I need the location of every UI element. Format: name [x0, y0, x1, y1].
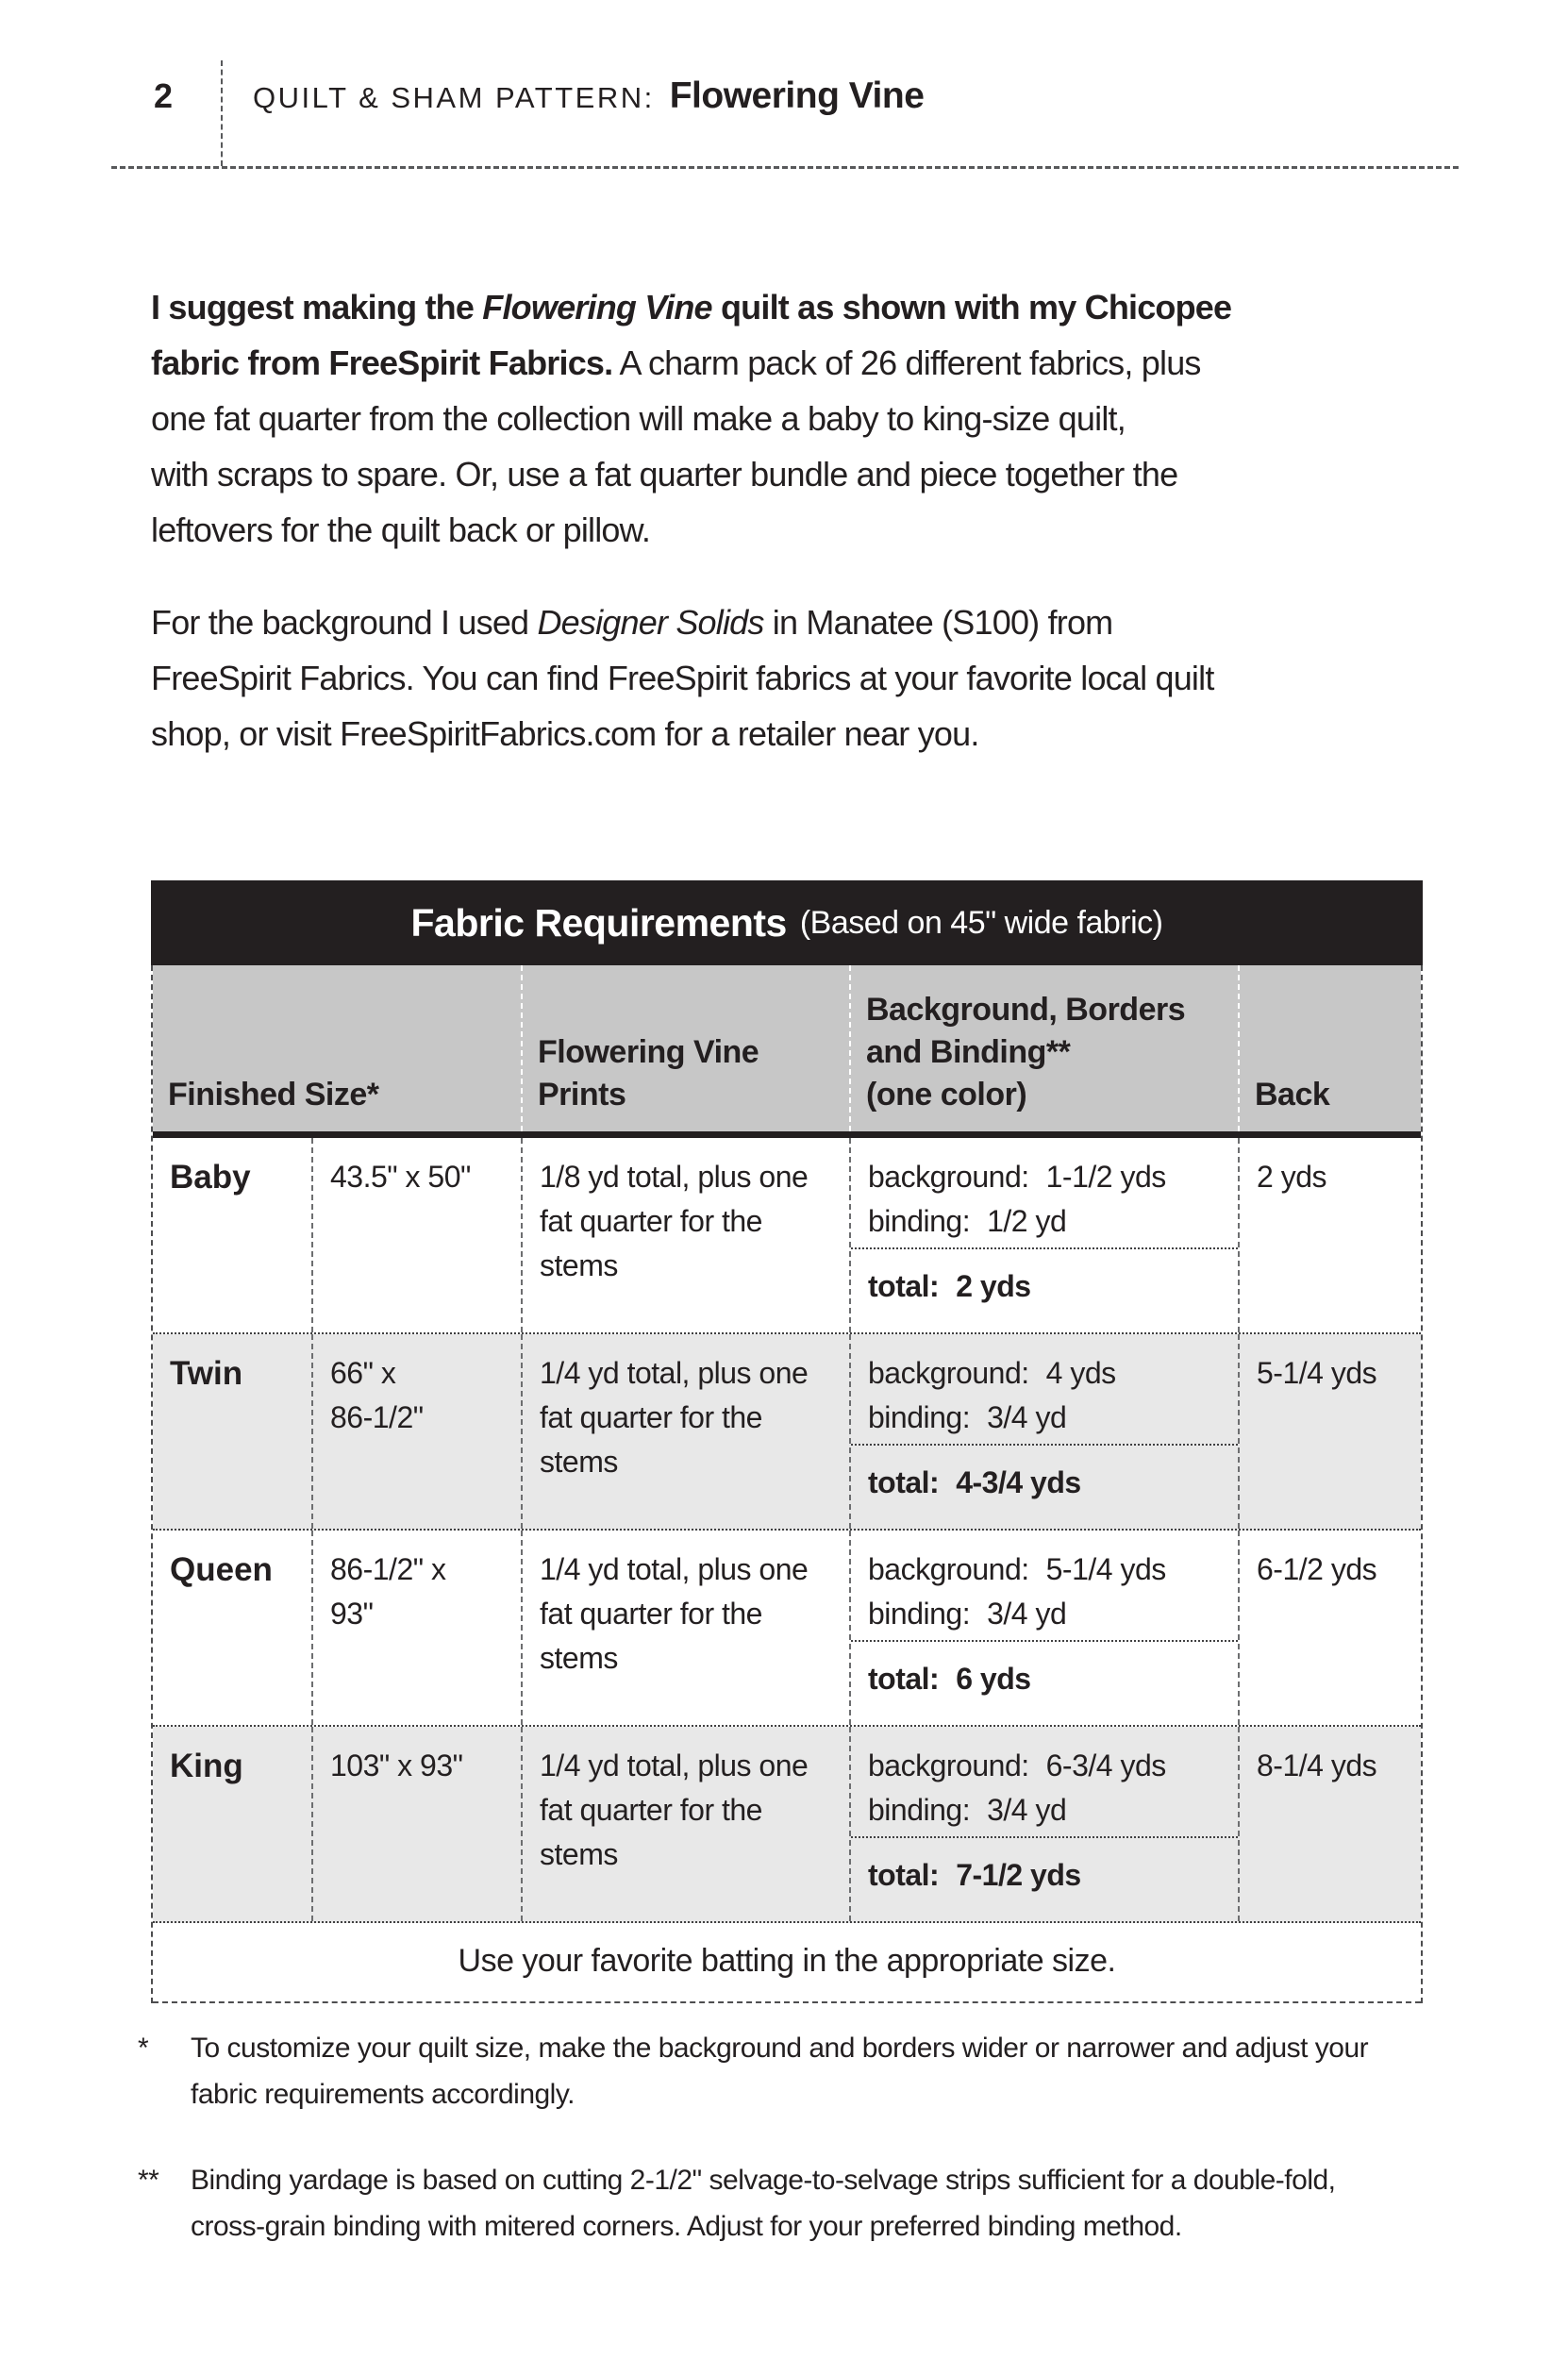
paragraph-line: one fat quarter from the collection will make a baby to king-size quilt, [151, 399, 1126, 438]
total-label: total: [868, 1858, 940, 1892]
column-header-label: Back [1255, 1077, 1330, 1113]
background-label: background: [868, 1749, 1029, 1782]
binding-value: 3/4 yd [987, 1793, 1067, 1827]
table-row-king [153, 1727, 1421, 1923]
text-segment: in Manatee (S100) from [763, 603, 1113, 642]
background-binding-values [851, 1138, 1238, 1247]
total-cell [851, 1247, 1238, 1332]
text-segment-italic: Flowering Vine [482, 288, 712, 326]
size-name-cell: Queen [170, 1551, 273, 1588]
back-cell: 6-1/2 yds [1238, 1531, 1421, 1725]
masthead-dashed-rule [111, 166, 1459, 169]
background-line [868, 1548, 1228, 1592]
footnote-marker: * [138, 2033, 149, 2064]
batting-note-row: Use your favorite batting in the appropriate size. [153, 1923, 1421, 2003]
back-cell: 2 yds [1238, 1138, 1421, 1332]
background-binding-cell [849, 1727, 1238, 1921]
background-binding-cell [849, 1138, 1238, 1332]
column-header-label: (one color) [866, 1077, 1027, 1113]
total-value: 6 yds [956, 1662, 1031, 1696]
column-header-label: Background, Borders [866, 992, 1186, 1028]
masthead-vertical-divider [221, 60, 223, 166]
paragraph-line: shop, or visit FreeSpiritFabrics.com for a retailer near you. [151, 714, 979, 753]
footnote-2 [138, 2157, 1368, 2250]
background-value: 5-1/4 yds [1045, 1552, 1166, 1586]
table-header-row [153, 965, 1421, 1138]
background-value: 4 yds [1045, 1356, 1116, 1390]
footnote-line: To customize your quilt size, make the background and borders wider or narrower and adjust your [191, 2033, 1369, 2064]
page-number: 2 [154, 76, 175, 115]
text-segment: fabric from FreeSpirit Fabrics. [151, 343, 613, 382]
paragraph-line [151, 594, 1214, 650]
column-header-label: Prints [538, 1077, 626, 1113]
dimensions-cell [311, 1531, 521, 1725]
masthead-label: QUILT & SHAM PATTERN: [253, 81, 655, 114]
footnote-line: fabric requirements accordingly. [191, 2079, 575, 2110]
total-label: total: [868, 1465, 940, 1499]
total-cell [851, 1640, 1238, 1725]
prints-cell: 1/4 yd total, plus one fat quarter for the stems [521, 1531, 849, 1725]
background-label: background: [868, 1160, 1029, 1194]
binding-line [868, 1199, 1228, 1244]
binding-label: binding: [868, 1793, 971, 1827]
total-line [868, 1853, 1228, 1898]
intro-paragraph-2 [151, 594, 1214, 761]
binding-label: binding: [868, 1597, 971, 1631]
total-label: total: [868, 1662, 940, 1696]
binding-line [868, 1396, 1228, 1440]
total-cell [851, 1444, 1238, 1529]
table-title-note: (Based on 45" wide fabric) [799, 904, 1163, 941]
column-header-back [1238, 965, 1421, 1131]
paragraph-line [151, 335, 1231, 391]
column-header-finished-size [153, 965, 521, 1131]
footnote-line: Binding yardage is based on cutting 2-1/2" selvage-to-selvage strips sufficient for a double-fold, [191, 2165, 1336, 2196]
paragraph-line: FreeSpirit Fabrics. You can find FreeSpirit fabrics at your favorite local quilt [151, 659, 1214, 697]
footnote-1 [138, 2025, 1368, 2117]
background-binding-values [851, 1727, 1238, 1836]
background-value: 6-3/4 yds [1045, 1749, 1166, 1782]
prints-cell: 1/4 yd total, plus one fat quarter for the stems [521, 1727, 849, 1921]
prints-cell: 1/4 yd total, plus one fat quarter for the stems [521, 1334, 849, 1529]
binding-value: 3/4 yd [987, 1597, 1067, 1631]
dimensions-cell [311, 1138, 521, 1332]
masthead [154, 75, 924, 117]
binding-label: binding: [868, 1204, 971, 1238]
dimension-line: 103" x 93" [330, 1749, 463, 1782]
total-label: total: [868, 1269, 940, 1303]
prints-cell: 1/8 yd total, plus one fat quarter for the stems [521, 1138, 849, 1332]
paragraph-line [151, 279, 1231, 335]
text-segment: quilt as shown with my Chicopee [711, 288, 1232, 326]
total-value: 2 yds [956, 1269, 1031, 1303]
column-header-label: Flowering Vine [538, 1034, 759, 1070]
background-binding-cell [849, 1334, 1238, 1529]
table-row-twin [153, 1334, 1421, 1531]
column-header-background [849, 965, 1238, 1131]
back-cell: 8-1/4 yds [1238, 1727, 1421, 1921]
binding-line [868, 1788, 1228, 1832]
masthead-pattern-title: Flowering Vine [669, 75, 925, 116]
table-title-bar [151, 880, 1423, 965]
paragraph-line: with scraps to spare. Or, use a fat quarter bundle and piece together the [151, 455, 1178, 494]
column-header-label: Finished Size* [168, 1077, 379, 1113]
footnote-text [191, 2025, 1368, 2117]
binding-value: 1/2 yd [987, 1204, 1067, 1238]
total-value: 4-3/4 yds [956, 1465, 1081, 1499]
total-line [868, 1657, 1228, 1701]
text-segment: For the background I used [151, 603, 538, 642]
dimension-line: 86-1/2" x [330, 1552, 446, 1586]
dimensions-cell [311, 1727, 521, 1921]
column-header-prints [521, 965, 849, 1131]
dimension-line: 93" [330, 1597, 374, 1631]
background-binding-values [851, 1334, 1238, 1444]
footnote-line: cross-grain binding with mitered corners. Adjust for your preferred binding method. [191, 2211, 1182, 2242]
binding-value: 3/4 yd [987, 1400, 1067, 1434]
text-segment: A charm pack of 26 different fabrics, plus [612, 343, 1201, 382]
binding-label: binding: [868, 1400, 971, 1434]
size-name-cell: Twin [170, 1355, 243, 1392]
dimensions-cell [311, 1334, 521, 1529]
table-title: Fabric Requirements [410, 900, 787, 945]
total-line [868, 1264, 1228, 1309]
footnote-text [191, 2157, 1336, 2250]
footnotes [138, 2025, 1368, 2289]
dimension-line: 66" x [330, 1356, 396, 1390]
column-header-label: and Binding** [866, 1034, 1071, 1070]
background-label: background: [868, 1356, 1029, 1390]
text-segment: I suggest making the [151, 288, 483, 326]
background-binding-cell [849, 1531, 1238, 1725]
background-binding-values [851, 1531, 1238, 1640]
binding-line [868, 1592, 1228, 1636]
table-row-baby [153, 1138, 1421, 1334]
text-segment-italic: Designer Solids [537, 603, 764, 642]
background-line [868, 1744, 1228, 1788]
total-cell [851, 1836, 1238, 1921]
dimension-line: 43.5" x 50" [330, 1160, 471, 1194]
back-cell: 5-1/4 yds [1238, 1334, 1421, 1529]
table-row-queen [153, 1531, 1421, 1727]
dimension-line: 86-1/2" [330, 1400, 424, 1434]
background-line [868, 1155, 1228, 1199]
background-label: background: [868, 1552, 1029, 1586]
background-value: 1-1/2 yds [1045, 1160, 1166, 1194]
background-line [868, 1351, 1228, 1396]
table-frame [151, 965, 1423, 2003]
size-name-cell: Baby [170, 1159, 251, 1196]
footnote-marker: ** [138, 2165, 159, 2196]
intro-paragraph-1 [151, 279, 1231, 558]
total-line [868, 1461, 1228, 1505]
paragraph-line: leftovers for the quilt back or pillow. [151, 510, 651, 549]
size-name-cell: King [170, 1748, 243, 1784]
total-value: 7-1/2 yds [956, 1858, 1081, 1892]
fabric-requirements-table [151, 880, 1423, 2003]
